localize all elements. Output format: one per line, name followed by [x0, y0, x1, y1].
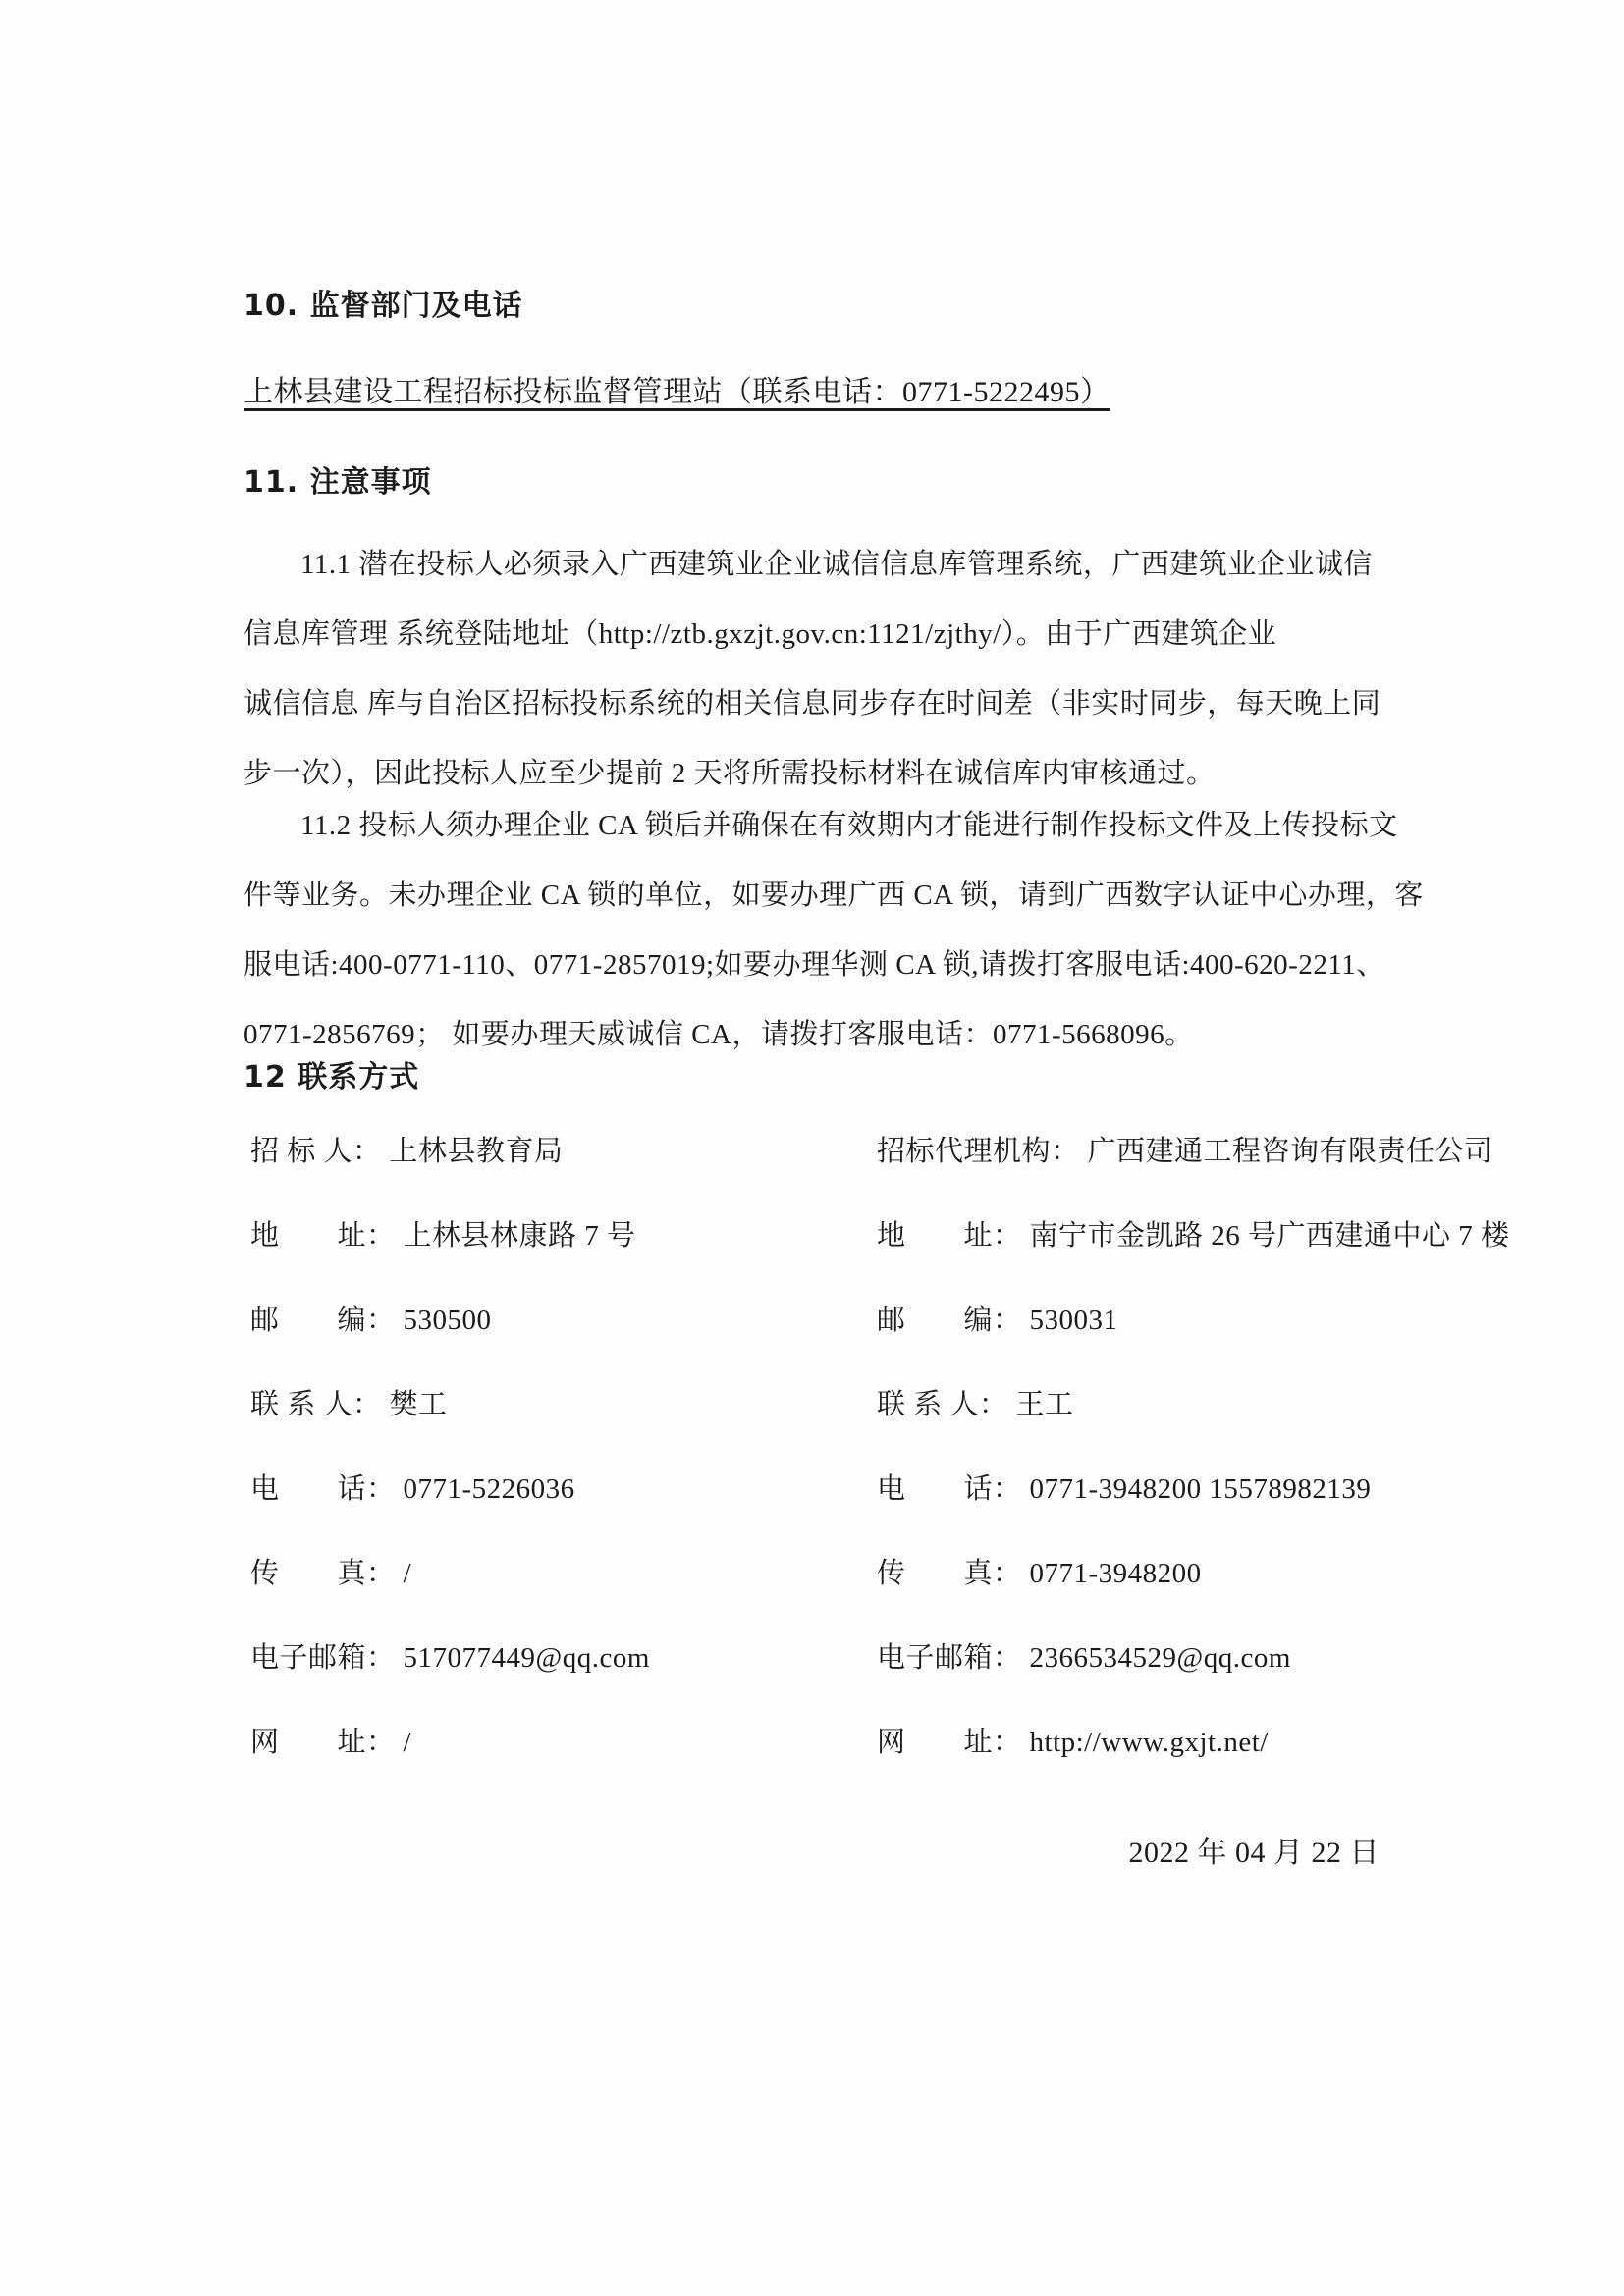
contact-row-person-left	[250, 1362, 877, 1447]
contact-row-phone-right	[877, 1447, 1510, 1531]
paragraph-line: 11.1 潜在投标人必须录入广西建筑业企业诚信信息库管理系统，广西建筑业企业诚信	[300, 549, 1373, 580]
field-label: 电子邮箱：	[877, 1642, 1022, 1674]
contact-row-person-right	[877, 1362, 1510, 1447]
paragraph-line: 11.2 投标人须办理企业 CA 锁后并确保在有效期内才能进行制作投标文件及上传投标文	[300, 810, 1398, 841]
paragraph-line: 信息库管理 系统登陆地址（http://ztb.gxzjt.gov.cn:1121/zjthy/）。由于广西建筑企业	[244, 618, 1277, 650]
contact-row-email-right	[877, 1616, 1510, 1700]
contact-row-agency	[877, 1109, 1510, 1194]
contact-table	[250, 1109, 1510, 1785]
field-label: 邮 编：	[250, 1305, 396, 1336]
field-value: 上林县教育局	[389, 1136, 564, 1167]
field-label: 电 话：	[250, 1473, 396, 1505]
field-value: 530500	[403, 1305, 492, 1336]
field-label: 招标代理机构：	[877, 1136, 1080, 1167]
field-value: /	[403, 1727, 412, 1758]
contact-row-zip-left	[250, 1278, 877, 1362]
contact-row-phone-left	[250, 1447, 877, 1531]
field-label: 电 话：	[877, 1473, 1022, 1505]
field-label: 联 系 人：	[250, 1389, 382, 1420]
field-value: 广西建通工程咨询有限责任公司	[1087, 1136, 1493, 1167]
field-label: 传 真：	[250, 1558, 396, 1589]
contact-row-website-left	[250, 1700, 877, 1785]
field-label: 网 址：	[877, 1727, 1022, 1758]
field-label: 邮 编：	[877, 1305, 1022, 1336]
paragraph-line: 0771-2856769； 如要办理天威诚信 CA，请拨打客服电话：0771-5668096。	[244, 1019, 1194, 1050]
contact-row-zip-right	[877, 1278, 1510, 1362]
field-value: 南宁市金凯路 26 号广西建通中心 7 楼	[1029, 1220, 1510, 1252]
supervision-body-text: 上林县建设工程招标投标监督管理站（联系电话：0771-5222495）	[244, 376, 1110, 408]
contact-row-address-left	[250, 1194, 877, 1278]
contact-row-tenderer	[250, 1109, 877, 1194]
field-label: 联 系 人：	[877, 1389, 1008, 1420]
field-label: 网 址：	[250, 1727, 396, 1758]
section-heading-notes: 11. 注意事项	[244, 465, 432, 500]
field-value: 0771-5226036	[403, 1473, 575, 1505]
contact-row-email-left	[250, 1616, 877, 1700]
section-heading-supervision: 10. 监督部门及电话	[244, 289, 523, 323]
field-value: 樊工	[389, 1389, 448, 1420]
field-value: 0771-3948200 15578982139	[1029, 1473, 1372, 1505]
paragraph-line: 步一次），因此投标人应至少提前 2 天将所需投标材料在诚信库内审核通过。	[244, 758, 1216, 789]
document-date: 2022 年 04 月 22 日	[1128, 1837, 1380, 1869]
paragraph-line: 服电话:400-0771-110、0771-2857019;如要办理华测 CA 锁,请拨打客服电话:400-620-2211、	[244, 949, 1385, 981]
field-value: 2366534529@qq.com	[1029, 1642, 1291, 1674]
contact-row-address-right	[877, 1194, 1510, 1278]
field-label: 电子邮箱：	[250, 1642, 396, 1674]
field-value: 上林县林康路 7 号	[403, 1220, 636, 1252]
field-label: 地 址：	[877, 1220, 1022, 1252]
notes-paragraph-11-1	[244, 530, 1386, 809]
field-label: 地 址：	[250, 1220, 396, 1252]
contact-row-website-right	[877, 1700, 1510, 1785]
field-label: 招 标 人：	[250, 1136, 382, 1167]
field-label: 传 真：	[877, 1558, 1022, 1589]
contact-row-fax-right	[877, 1531, 1510, 1616]
contact-row-fax-left	[250, 1531, 877, 1616]
field-value: 王工	[1015, 1389, 1074, 1420]
field-value: 530031	[1029, 1305, 1118, 1336]
field-value: 0771-3948200	[1029, 1558, 1202, 1589]
notes-paragraph-11-2	[244, 791, 1424, 1070]
field-value: http://www.gxjt.net/	[1029, 1727, 1269, 1758]
section-heading-contact: 12 联系方式	[244, 1060, 420, 1095]
paragraph-line: 诚信信息 库与自治区招标投标系统的相关信息同步存在时间差（非实时同步，每天晚上同	[244, 688, 1381, 720]
field-value: /	[403, 1558, 412, 1589]
field-value: 517077449@qq.com	[403, 1642, 650, 1674]
paragraph-line: 件等业务。未办理企业 CA 锁的单位，如要办理广西 CA 锁，请到广西数字认证中心办理，客	[244, 880, 1424, 911]
